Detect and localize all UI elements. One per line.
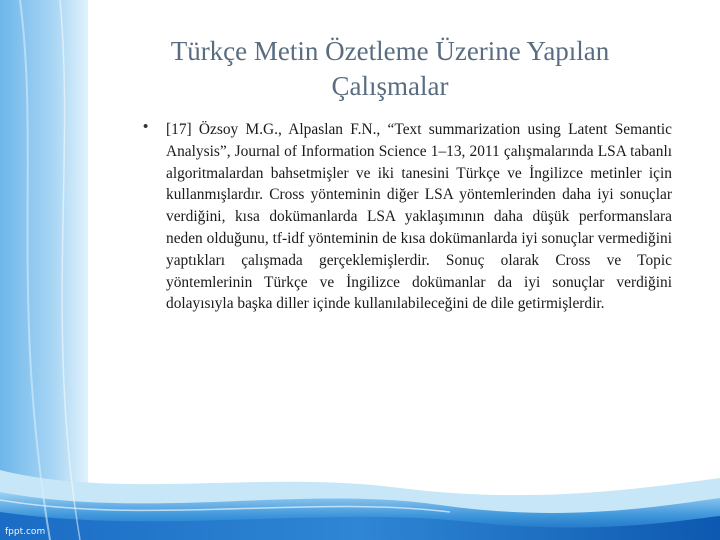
brand-watermark: fppt.com bbox=[5, 527, 46, 537]
bullet-marker: • bbox=[143, 118, 149, 135]
slide-body-paragraph: [17] Özsoy M.G., Alpaslan F.N., “Text summarization using Latent Semantic Analysis”, Journal of Information Science 1–13, 2011 çalışmalarında LSA tabanlı algoritmalardan bahsetmişler ve iki tanesini Türkçe ve İngilizce metinler için kullanmışlardır. Cross yönteminin diğer LSA yöntemlerinden daha iyi sonuçlar verdiğini, kısa dokümanlarda LSA yaklaşımının daha düşük performanslara neden olduğunu, tf-idf yönteminin de kısa dokümanlarda iyi sonuçlar vermediğini yaptıkları çalışmada gerçeklemişlerdir. Sonuç olarak Cross ve Topic yöntemlerinin Türkçe ve İngilizce dokümanlar da iyi sonuçlar verdiğini dolayısıyla başka diller içinde kullanılabileceğini de dile getirmişlerdir. bbox=[166, 121, 672, 313]
slide-title: Türkçe Metin Özetleme Üzerine Yapılan Çalışmalar bbox=[170, 36, 610, 101]
